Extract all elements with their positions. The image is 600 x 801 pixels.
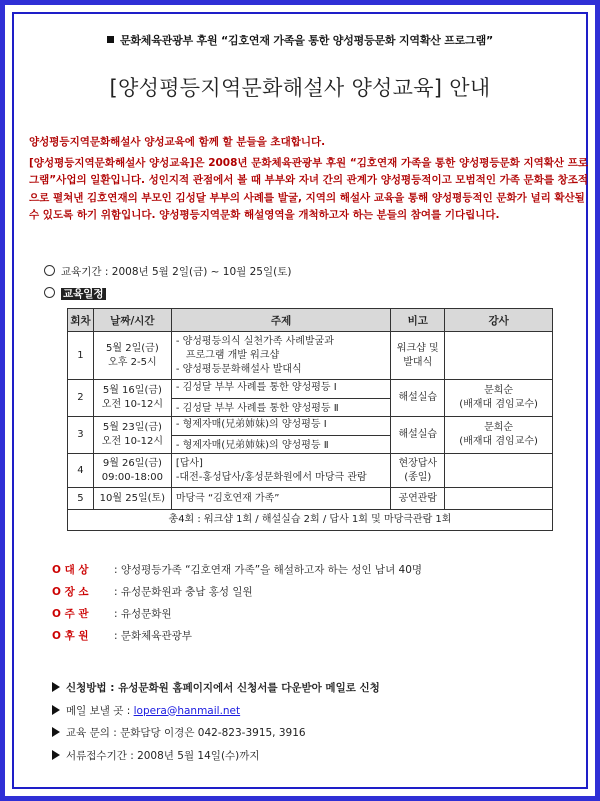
cell-date: 5월 2일(금) 오후 2-5시 xyxy=(93,332,171,380)
header-date: 날짜/시간 xyxy=(93,309,171,332)
sponsor-text: 문화체육관광부 후원 “김호연재 가족을 통한 양성평등문화 지역확산 프로그램” xyxy=(119,34,494,47)
cell-topic: 마당극 “김호연재 가족” xyxy=(171,488,390,510)
header-lecturer: 강사 xyxy=(445,309,553,332)
period-text: 교육기간 : 2008년 5월 2일(금) ~ 10월 25일(토) xyxy=(61,266,292,278)
square-bullet-icon xyxy=(107,36,114,43)
cell-lecturer xyxy=(445,454,553,488)
triangle-bullet-icon xyxy=(52,682,60,692)
intro-lead: 양성평등지역문화해설사 양성교육에 함께 할 분들을 초대합니다. xyxy=(29,136,326,148)
apply-deadline: 서류접수기간 : 2008년 5월 14일(수)까지 xyxy=(52,748,380,771)
page-title: [양성평등지역문화해설사 양성교육] 안내 xyxy=(109,76,491,100)
intro-body: [양성평등지역문화해설사 양성교육]은 2008년 문화체육관광부 후원 “김호연재 가족을 통한 양성평등문화 지역확산 프로그램”사업의 일환입니다. 성인지적 관점에서 볼 때 부부와 자녀 간의 관계가 양성평등적이고 모범적인 가족 문화를 창조적으로 펼쳐낸 김호연재의 부모인 김성달 부부의 사례를 발굴, 지역의 해설사 교육을 통해 양성평등적인 문화가 널리 확산될 수 있도록 하기 위함입니다. 양성평등지역문화 해설영역을 개척하고자 하는 분들의 참여를 기다립니다. xyxy=(29,156,589,221)
cell-topic: - 김성달 부부 사례를 통한 양성평등 Ⅰ - 김성달 부부 사례를 통한 양성평등 Ⅱ xyxy=(171,380,390,417)
cell-topic: - 양성평등의식 실천가족 사례발굴과 프로그램 개발 워크샵 - 양성평등문화해설사 발대식 xyxy=(171,332,390,380)
cell-note: 워크샵 및 발대식 xyxy=(391,332,445,380)
email-link[interactable]: lopera@hanmail.net xyxy=(133,704,241,717)
detail-sponsor: O 후 원 : 문화체육관광부 xyxy=(52,630,192,642)
table-row xyxy=(68,380,553,417)
circle-bullet-icon xyxy=(44,265,55,276)
detail-target: O 대 상 : 양성평등가족 “김호연재 가족”을 해설하고자 하는 성인 남녀 40명 xyxy=(52,564,423,576)
table-row xyxy=(68,332,553,380)
education-period xyxy=(44,264,291,279)
cell-lecturer xyxy=(445,488,553,510)
header-no: 회차 xyxy=(68,309,94,332)
header-note: 비고 xyxy=(391,309,445,332)
application-section xyxy=(52,680,380,770)
table-summary-row xyxy=(68,510,553,531)
cell-no: 5 xyxy=(68,488,94,510)
table-row xyxy=(68,417,553,454)
schedule-heading xyxy=(44,286,106,301)
cell-note: 해설실습 xyxy=(391,380,445,417)
cell-no: 3 xyxy=(68,417,94,454)
intro-section xyxy=(29,134,589,225)
schedule-table xyxy=(67,308,553,531)
cell-lecturer: 문희순 (배재대 겸임교수) xyxy=(445,417,553,454)
cell-date: 5월 23일(금) 오전 10-12시 xyxy=(93,417,171,454)
triangle-bullet-icon xyxy=(52,750,60,760)
sponsor-line xyxy=(14,32,586,48)
header-topic: 주제 xyxy=(171,309,390,332)
triangle-bullet-icon xyxy=(52,727,60,737)
cell-topic: [답사] -대전-홍성답사/홍성문화원에서 마당극 관람 xyxy=(171,454,390,488)
detail-venue: O 장 소 : 유성문화원과 충남 홍성 일원 xyxy=(52,586,253,598)
cell-topic: - 형제자매(兄弟姉妹)의 양성평등 Ⅰ - 형제자매(兄弟姉妹)의 양성평등 Ⅱ xyxy=(171,417,390,454)
document-panel xyxy=(12,12,588,789)
summary-cell: 총4회 : 워크샵 1회 / 해설실습 2회 / 답사 1회 및 마당극관람 1회 xyxy=(68,510,553,531)
apply-inquiry: 교육 문의 : 문화담당 이경은 042-823-3915, 3916 xyxy=(52,725,380,748)
table-row xyxy=(68,454,553,488)
cell-date: 5월 16일(금) 오전 10-12시 xyxy=(93,380,171,417)
detail-organizer: O 주 관 : 유성문화원 xyxy=(52,608,172,620)
triangle-bullet-icon xyxy=(52,705,60,715)
cell-note: 해설실습 xyxy=(391,417,445,454)
cell-no: 2 xyxy=(68,380,94,417)
cell-note: 공연관람 xyxy=(391,488,445,510)
table-row xyxy=(68,488,553,510)
cell-date: 9월 26일(금) 09:00-18:00 xyxy=(93,454,171,488)
cell-no: 4 xyxy=(68,454,94,488)
cell-lecturer: 문희순 (배재대 겸임교수) xyxy=(445,380,553,417)
table-header-row xyxy=(68,309,553,332)
cell-lecturer xyxy=(445,332,553,380)
schedule-label: 교육일정 xyxy=(63,288,104,300)
details-section xyxy=(52,562,422,650)
cell-date: 10월 25일(토) xyxy=(93,488,171,510)
cell-no: 1 xyxy=(68,332,94,380)
circle-bullet-icon xyxy=(44,287,55,298)
apply-email: 메일 보낼 곳 : lopera@hanmail.net xyxy=(52,703,380,726)
apply-method: 신청방법 : 유성문화원 홈페이지에서 신청서를 다운받아 메일로 신청 xyxy=(52,680,380,703)
cell-note: 현장답사 (종일) xyxy=(391,454,445,488)
